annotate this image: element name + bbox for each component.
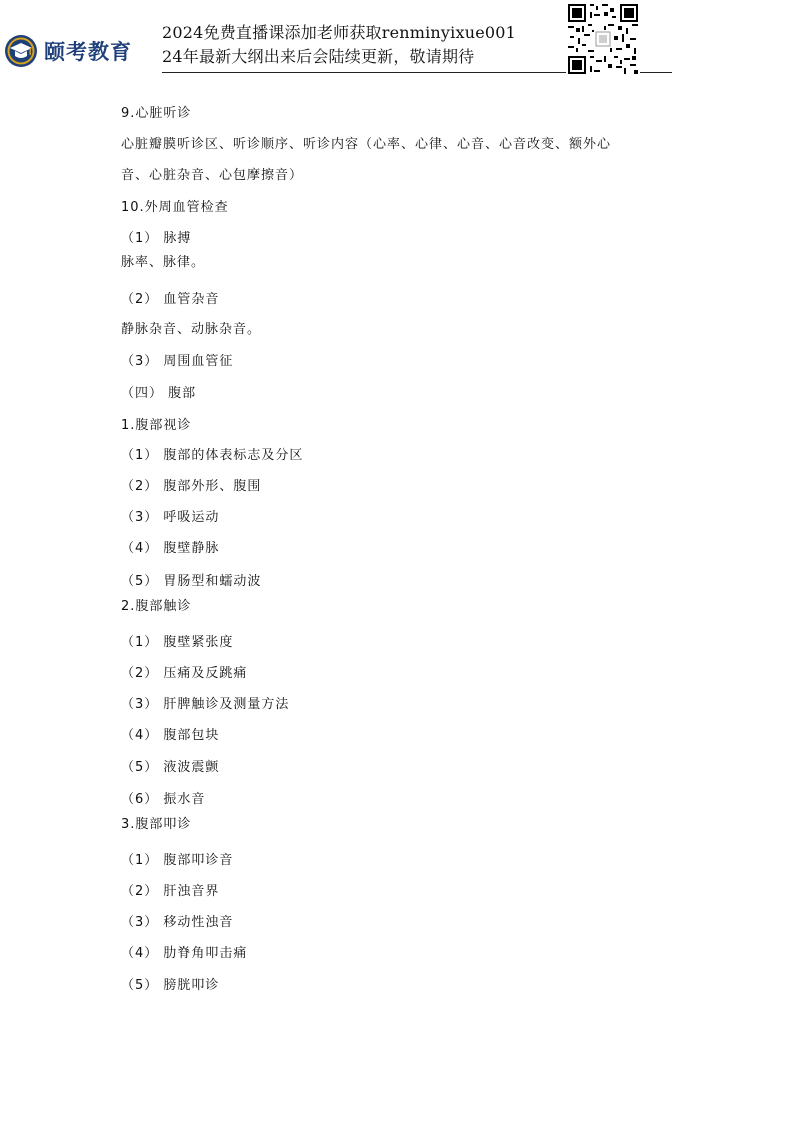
page-header [0,0,794,80]
graduation-cap-logo-icon [4,34,38,68]
qr-code-icon [566,2,640,76]
section-heading: 2.腹部触诊 [121,599,192,614]
list-item: （3） 肝脾触诊及测量方法 [121,697,290,712]
list-item: （6） 振水音 [121,792,206,807]
list-item: （3） 周围血管征 [121,354,234,369]
list-item: （1） 腹部叩诊音 [121,853,234,868]
list-item: （5） 胃肠型和蠕动波 [121,574,262,589]
list-item: （1） 脉搏 [121,231,192,246]
list-item: （3） 呼吸运动 [121,510,220,525]
list-item: （3） 移动性浊音 [121,915,234,930]
list-item: （1） 腹部的体表标志及分区 [121,448,304,463]
paragraph-line: 心脏瓣膜听诊区、听诊顺序、听诊内容（心率、心律、心音、心音改变、额外心 [121,137,612,152]
paragraph-line: 脉率、脉律。 [121,255,206,270]
list-item: （2） 腹部外形、腹围 [121,479,262,494]
paragraph-line: 静脉杂音、动脉杂音。 [121,322,262,337]
list-item: （2） 肝浊音界 [121,884,220,899]
list-item: （4） 腹部包块 [121,728,220,743]
section-heading: 1.腹部视诊 [121,418,192,433]
list-item: （4） 肋脊角叩击痛 [121,946,248,961]
section-heading: 10.外周血管检查 [121,200,229,215]
list-item: （1） 腹壁紧张度 [121,635,234,650]
section-heading: （四） 腹部 [121,386,197,401]
brand-logo [4,32,132,70]
list-item: （5） 液波震颤 [121,760,220,775]
promo-line-1: 2024免费直播课添加老师获取renminyixue001 [162,23,517,42]
list-item: （5） 膀胱叩诊 [121,978,220,993]
promo-line-2: 24年最新大纲出来后会陆续更新，敬请期待 [162,47,475,66]
list-item: （4） 腹壁静脉 [121,541,220,556]
list-item: （2） 血管杂音 [121,292,220,307]
list-item: （2） 压痛及反跳痛 [121,666,248,681]
brand-name: 颐考教育 [44,40,132,64]
paragraph-line: 音、心脏杂音、心包摩擦音） [121,168,304,183]
section-heading: 3.腹部叩诊 [121,817,192,832]
section-heading: 9.心脏听诊 [121,106,192,121]
